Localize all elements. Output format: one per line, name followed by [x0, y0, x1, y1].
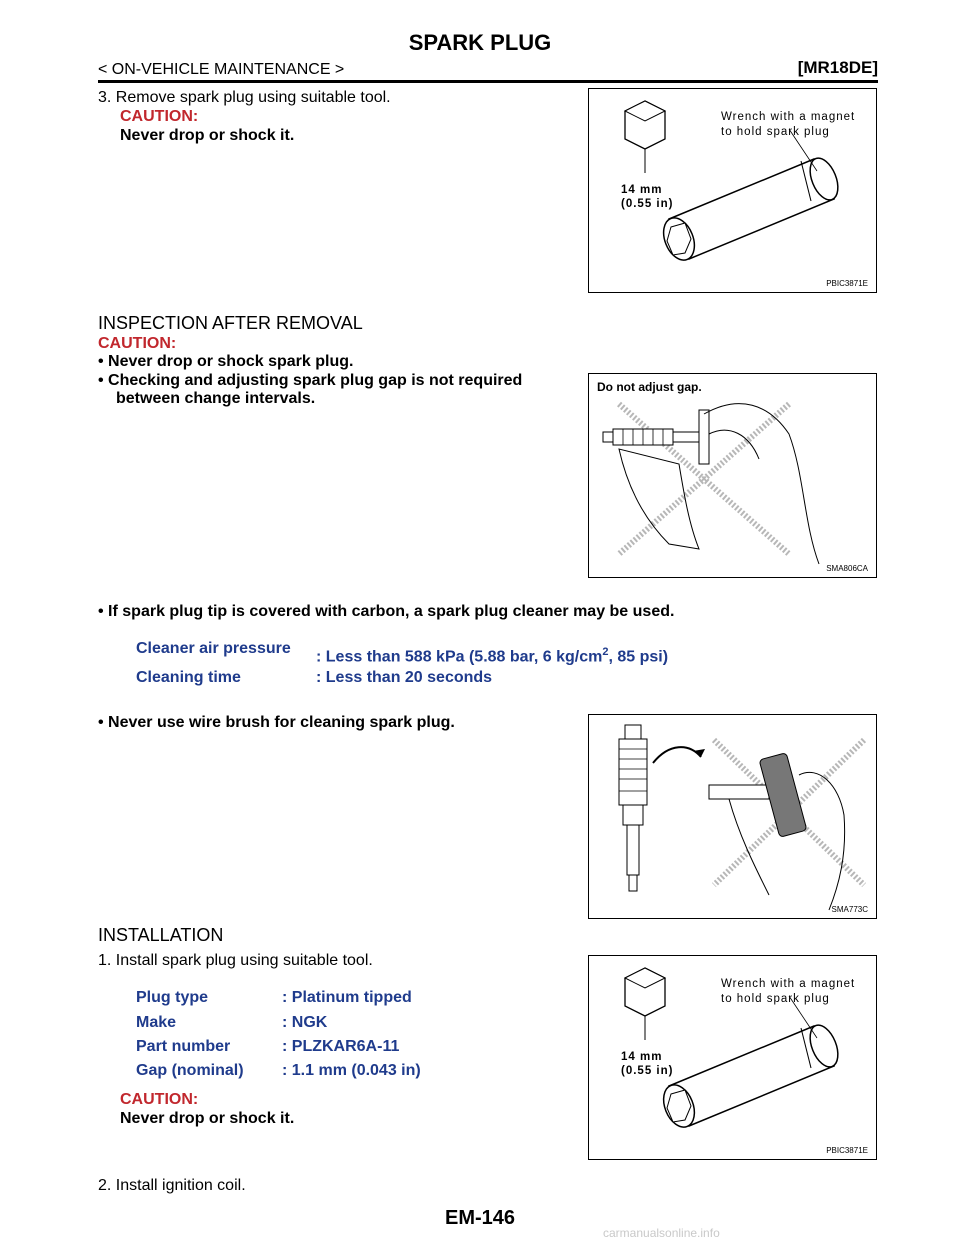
install-step-2: 2. Install ignition coil. — [98, 1177, 246, 1194]
cleaning-time-value: : Less than 20 seconds — [316, 669, 493, 686]
caution-text: Never drop or shock it. — [120, 127, 295, 144]
wrench-label-line1: Wrench with a magnet — [721, 978, 856, 990]
section-heading-inspection: INSPECTION AFTER REMOVAL — [98, 313, 363, 333]
inspection-bullet-2-line2: between change intervals. — [116, 390, 316, 407]
figure-wrench-installation — [588, 955, 877, 1160]
figure-wrench-removal — [588, 88, 877, 293]
install-caution-text: Never drop or shock it. — [120, 1110, 295, 1127]
brush-illustration — [589, 715, 876, 918]
figure-do-not-adjust-gap — [588, 373, 877, 578]
spec-value-make: : NGK — [282, 1014, 328, 1031]
spec-value-plug-type: : Platinum tipped — [282, 989, 412, 1006]
engine-code: [MR18DE] — [797, 58, 878, 77]
spec-value-gap: : 1.1 mm (0.043 in) — [282, 1062, 421, 1079]
spec-label-plug-type: Plug type — [136, 989, 209, 1006]
pressure-value-end: , 85 psi) — [608, 648, 669, 666]
page-title: SPARK PLUG — [408, 30, 552, 55]
page-number: EM-146 — [444, 1207, 516, 1229]
inspection-bullet-2-line1: • Checking and adjusting spark plug gap is not required — [98, 372, 523, 389]
size-label-in: (0.55 in) — [621, 198, 674, 210]
figure-wire-brush — [588, 714, 877, 919]
spec-label-make: Make — [136, 1014, 177, 1031]
figure-code: PBIC3871E — [826, 279, 868, 288]
header-rule — [98, 80, 878, 83]
wire-brush-bullet: • Never use wire brush for cleaning spark plug. — [98, 714, 455, 731]
figure-code: PBIC3871E — [826, 1146, 868, 1155]
carbon-bullet: • If spark plug tip is covered with carbon, a spark plug cleaner may be used. — [98, 603, 675, 620]
inspection-caution-label: CAUTION: — [98, 335, 177, 352]
watermark: carmanualsonline.info — [603, 1226, 720, 1240]
spec-value-part-number: : PLZKAR6A-11 — [282, 1038, 400, 1055]
size-label-mm: 14 mm — [621, 184, 663, 196]
pressure-value-main: : Less than 588 kPa (5.88 bar, 6 kg/cm — [316, 648, 603, 666]
figure-code: SMA806CA — [826, 564, 868, 573]
install-step-1: 1. Install spark plug using suitable tool. — [98, 952, 373, 969]
install-caution-label: CAUTION: — [120, 1091, 199, 1108]
inspection-bullet-1: • Never drop or shock spark plug. — [98, 353, 354, 370]
pressure-superscript: 2 — [602, 646, 609, 658]
pressure-value — [316, 646, 668, 666]
gap-illustration — [589, 374, 876, 577]
size-label-mm: 14 mm — [621, 1051, 663, 1063]
section-heading-installation: INSTALLATION — [98, 925, 224, 945]
caution-label: CAUTION: — [120, 108, 199, 125]
wrench-label-line2: to hold spark plug — [721, 126, 830, 138]
spec-label-gap: Gap (nominal) — [136, 1062, 244, 1079]
step-3-text: 3. Remove spark plug using suitable tool. — [98, 89, 391, 106]
gap-label: Do not adjust gap. — [597, 380, 702, 394]
section-breadcrumb: < ON-VEHICLE MAINTENANCE > — [98, 61, 345, 78]
figure-code: SMA773C — [831, 905, 868, 914]
cleaning-time-label: Cleaning time — [136, 669, 241, 686]
spec-label-part-number: Part number — [136, 1038, 231, 1055]
pressure-label: Cleaner air pressure — [136, 640, 291, 657]
size-label-in: (0.55 in) — [621, 1065, 674, 1077]
wrench-label-line2: to hold spark plug — [721, 993, 830, 1005]
wrench-label-line1: Wrench with a magnet — [721, 111, 856, 123]
